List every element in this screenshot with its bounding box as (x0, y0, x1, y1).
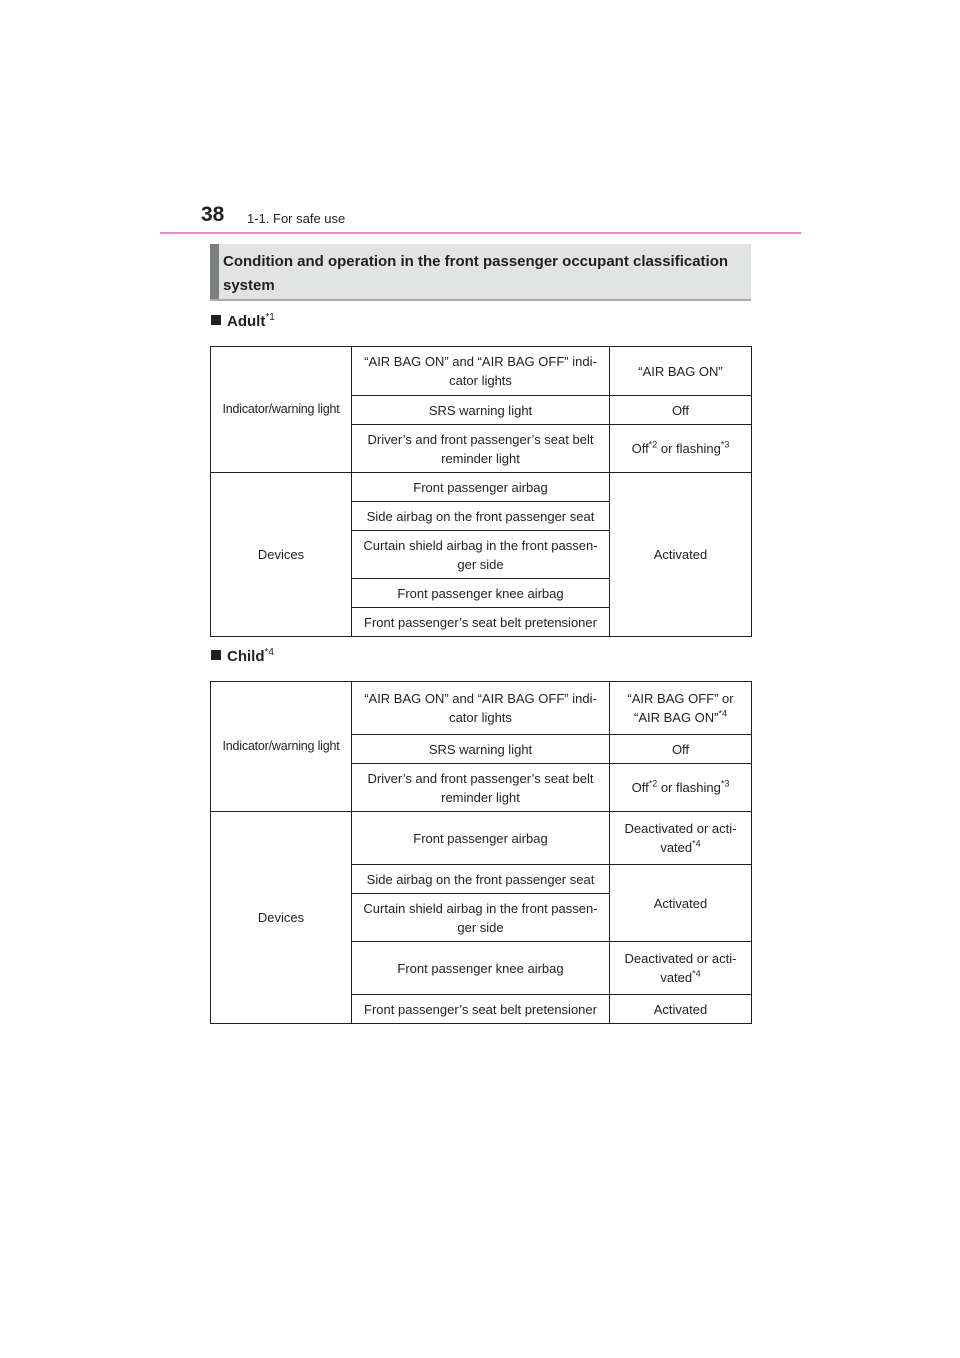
indicator-item: “AIR BAG ON” and “AIR BAG OFF” indi-cator lights (352, 682, 610, 735)
footnote-ref: *2 (648, 439, 658, 450)
footnote-ref: *2 (648, 778, 658, 789)
device-item: Front passenger knee airbag (352, 579, 610, 608)
indicator-label: Indicator/warning light (211, 682, 352, 812)
table-row (211, 347, 752, 396)
device-value: Activated (610, 865, 752, 942)
header-rule (160, 232, 801, 234)
device-item: Side airbag on the front passenger seat (352, 502, 610, 531)
value-text: or flashing (657, 441, 721, 456)
indicator-value: Off (610, 735, 752, 764)
value-text: Off (631, 441, 649, 456)
device-item: Front passenger’s seat belt pretensioner (352, 608, 610, 637)
value-text: Off (631, 780, 649, 795)
indicator-item: Driver’s and front passenger’s seat belt reminder light (352, 764, 610, 812)
indicator-value (610, 764, 752, 812)
adult-heading-note: *1 (265, 312, 275, 323)
adult-table (210, 346, 752, 637)
footnote-ref: *3 (720, 778, 730, 789)
banner-accent-bar (210, 244, 219, 299)
device-value (610, 942, 752, 995)
indicator-value (610, 425, 752, 473)
device-value (610, 812, 752, 865)
adult-heading (211, 313, 275, 330)
indicator-item: SRS warning light (352, 396, 610, 425)
footnote-ref: *4 (692, 968, 701, 979)
page-number: 38 (201, 203, 225, 226)
table-row (211, 812, 752, 865)
device-item: Curtain shield airbag in the front passen-ger side (352, 894, 610, 942)
indicator-item: Driver’s and front passenger’s seat belt reminder light (352, 425, 610, 473)
child-heading (211, 648, 274, 665)
child-heading-note: *4 (264, 647, 274, 658)
table-row (211, 682, 752, 735)
devices-label: Devices (211, 473, 352, 637)
value-text: Deactivated or acti-vated (624, 821, 737, 855)
devices-label: Devices (211, 812, 352, 1024)
indicator-value: Off (610, 396, 752, 425)
indicator-item: SRS warning light (352, 735, 610, 764)
device-item: Front passenger airbag (352, 473, 610, 502)
device-item: Curtain shield airbag in the front passen-ger side (352, 531, 610, 579)
device-value: Activated (610, 995, 752, 1024)
device-value: Activated (610, 473, 752, 637)
footnote-ref: *4 (692, 838, 701, 849)
square-bullet-icon (211, 315, 221, 325)
footnote-ref: *3 (720, 439, 730, 450)
device-item: Side airbag on the front passenger seat (352, 865, 610, 894)
child-heading-text: Child (227, 648, 265, 665)
value-text: or flashing (657, 780, 721, 795)
indicator-item: “AIR BAG ON” and “AIR BAG OFF” indi-cator lights (352, 347, 610, 396)
value-text: “AIR BAG OFF” or “AIR BAG ON” (627, 691, 734, 725)
section-banner (210, 244, 751, 301)
value-text: Deactivated or acti-vated (624, 951, 737, 985)
section-title: 1-1. For safe use (247, 211, 346, 226)
device-item: Front passenger knee airbag (352, 942, 610, 995)
square-bullet-icon (211, 650, 221, 660)
device-item: Front passenger’s seat belt pretensioner (352, 995, 610, 1024)
child-table (210, 681, 752, 1024)
indicator-value: “AIR BAG ON” (610, 347, 752, 396)
table-row (211, 473, 752, 502)
footnote-ref: *4 (718, 708, 728, 719)
indicator-label: Indicator/warning light (211, 347, 352, 473)
indicator-value (610, 682, 752, 735)
device-item: Front passenger airbag (352, 812, 610, 865)
adult-heading-text: Adult (227, 313, 266, 330)
banner-title: Condition and operation in the front passenger occupant classification system (223, 253, 729, 294)
